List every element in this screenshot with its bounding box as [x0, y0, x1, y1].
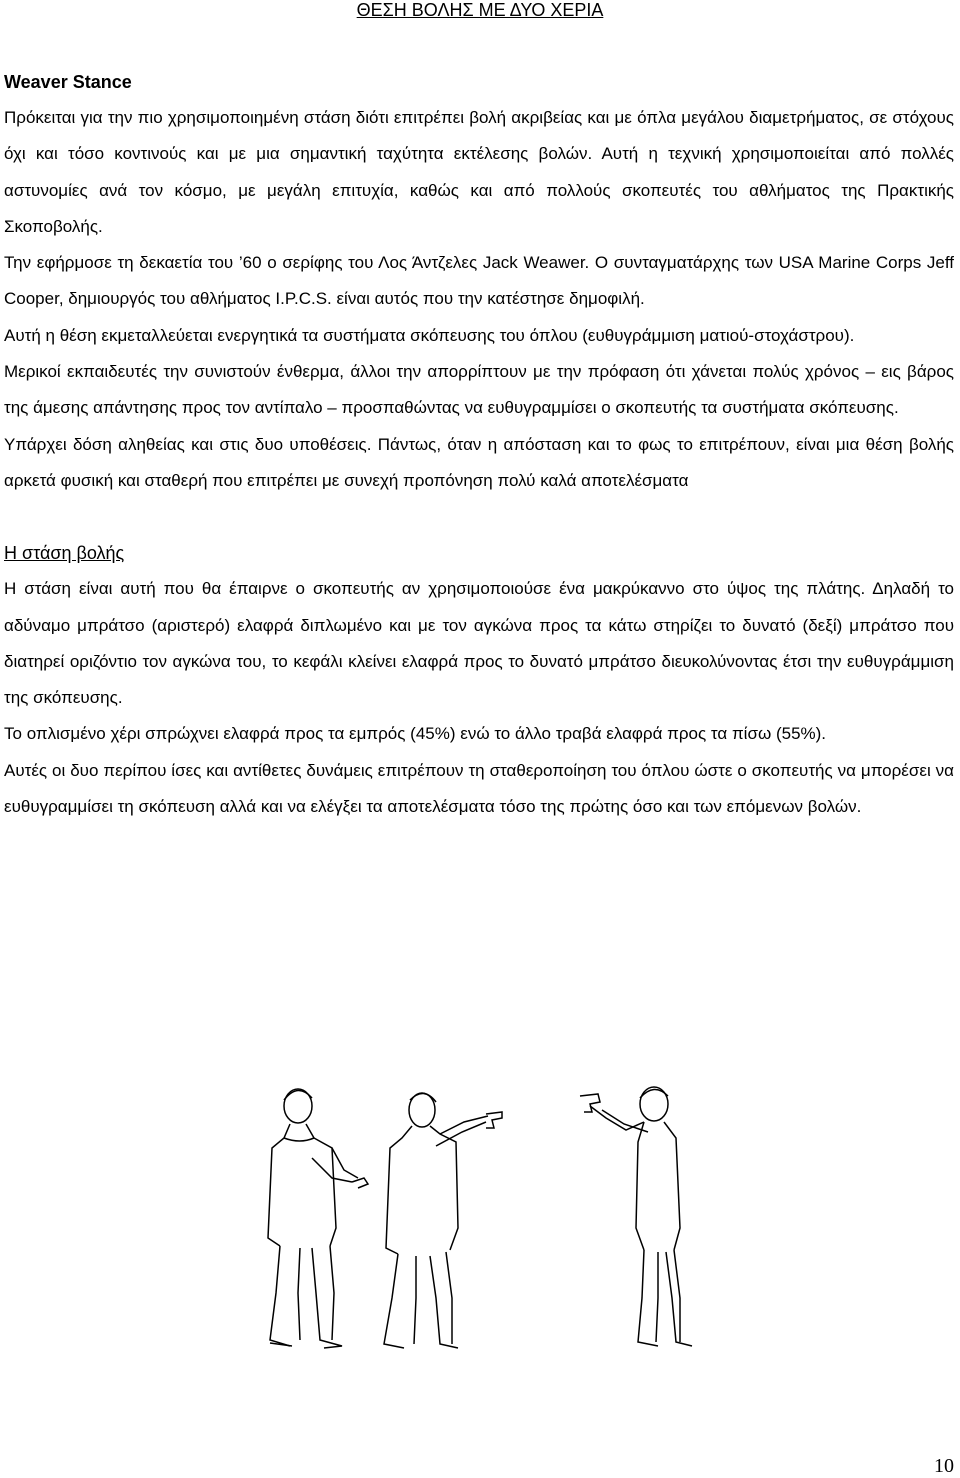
figure-low-ready: [268, 1089, 368, 1348]
section-heading-weaver: Weaver Stance: [4, 72, 132, 92]
paragraph: Υπάρχει δόση αληθείας και στις δυο υποθέσεις. Πάντως, όταν η απόσταση και το φως το επιτρέπουν, είναι μια θέση βολής αρκετά φυσική και σταθερή που επιτρέπει με συνεχή προπόνηση πολύ καλά αποτελέσματα: [4, 434, 954, 490]
figure-weaver-rear: [580, 1087, 692, 1346]
paragraph: Την εφήρμοσε τη δεκαετία του ’60 ο σερίφης του Λος Άντζελες Jack Weawer. Ο συνταγματάρχης των USA Marine Corps Jeff Cooper, δημιουργός του αθλήματος I.P.C.S. είναι αυτός που την κατέστησε δημοφιλή.: [4, 253, 954, 309]
figure-weaver-front: [384, 1093, 502, 1348]
document-body: [4, 64, 954, 825]
paragraph: Η στάση είναι αυτή που θα έπαιρνε ο σκοπευτής αν χρησιμοποιούσε ένα μακρύκαννο στο ύψος της πλάτης. Δηλαδή το αδύναμο μπράτσο (αριστερό) ελαφρά διπλωμένο και με τον αγκώνα προς τα κάτω στηρίζει το δυνατό (δεξί) μπράτσο που διατηρεί οριζόντιο τον αγκώνα του, το κεφάλι κλείνει ελαφρά προς το δυνατό μπράτσο διευκολύνοντας έτσι την ευθυγράμμιση της σκόπευσης.: [4, 579, 954, 708]
page-header: [0, 0, 960, 20]
page-number: 10: [934, 1455, 954, 1477]
paragraph: Αυτές οι δυο περίπου ίσες και αντίθετες δυνάμεις επιτρέπουν τη σταθεροποίηση του όπλου ώστε ο σκοπευτής να μπορέσει να ευθυγραμμίσει τη σκόπευση αλλά και να ελέγξει τα αποτελέσματα τόσο της πρώτης όσο και των επόμενων βολών.: [4, 760, 954, 817]
stance-figures-svg: [240, 1078, 960, 1350]
paragraph: Αυτή η θέση εκμεταλλεύεται ενεργητικά τα συστήματα σκόπευσης του όπλου (ευθυγράμμιση ματιού-στοχάστρου).: [4, 325, 855, 345]
page-title: ΘΕΣΗ ΒΟΛΗΣ ΜΕ ΔΥΟ ΧΕΡΙΑ: [356, 0, 604, 20]
shooting-stance-illustration: [240, 1078, 960, 1350]
paragraph: Μερικοί εκπαιδευτές την συνιστούν ένθερμα, άλλοι την απορρίπτουν με την πρόφαση ότι χάνεται πολύς χρόνος – εις βάρος της άμεσης απάντησης προς τον αντίπαλο – προσπαθώντας να ευθυγραμμίσει ο σκοπευτής τα συστήματα σκόπευσης.: [4, 362, 954, 418]
section-gap: [4, 499, 954, 535]
paragraph: Πρόκειται για την πιο χρησιμοποιημένη στάση διότι επιτρέπει βολή ακριβείας και με όπλα μεγάλου διαμετρήματος, σε στόχους όχι και τόσο κοντινούς και με μια σημαντική ταχύτητα εκτέλεσης βολών. Αυτή η τεχνική χρησιμοποιείται από πολλές αστυνομίες ανά τον κόσμο, με μεγάλη επιτυχία, καθώς και από πολλούς σκοπευτές του αθλήματος της Πρακτικής Σκοποβολής.: [4, 108, 954, 236]
paragraph: Το οπλισμένο χέρι σπρώχνει ελαφρά προς τα εμπρός (45%) ενώ το άλλο τραβά ελαφρά προς τα πίσω (55%).: [4, 724, 827, 744]
section-heading-stance: Η στάση βολής: [4, 543, 125, 564]
